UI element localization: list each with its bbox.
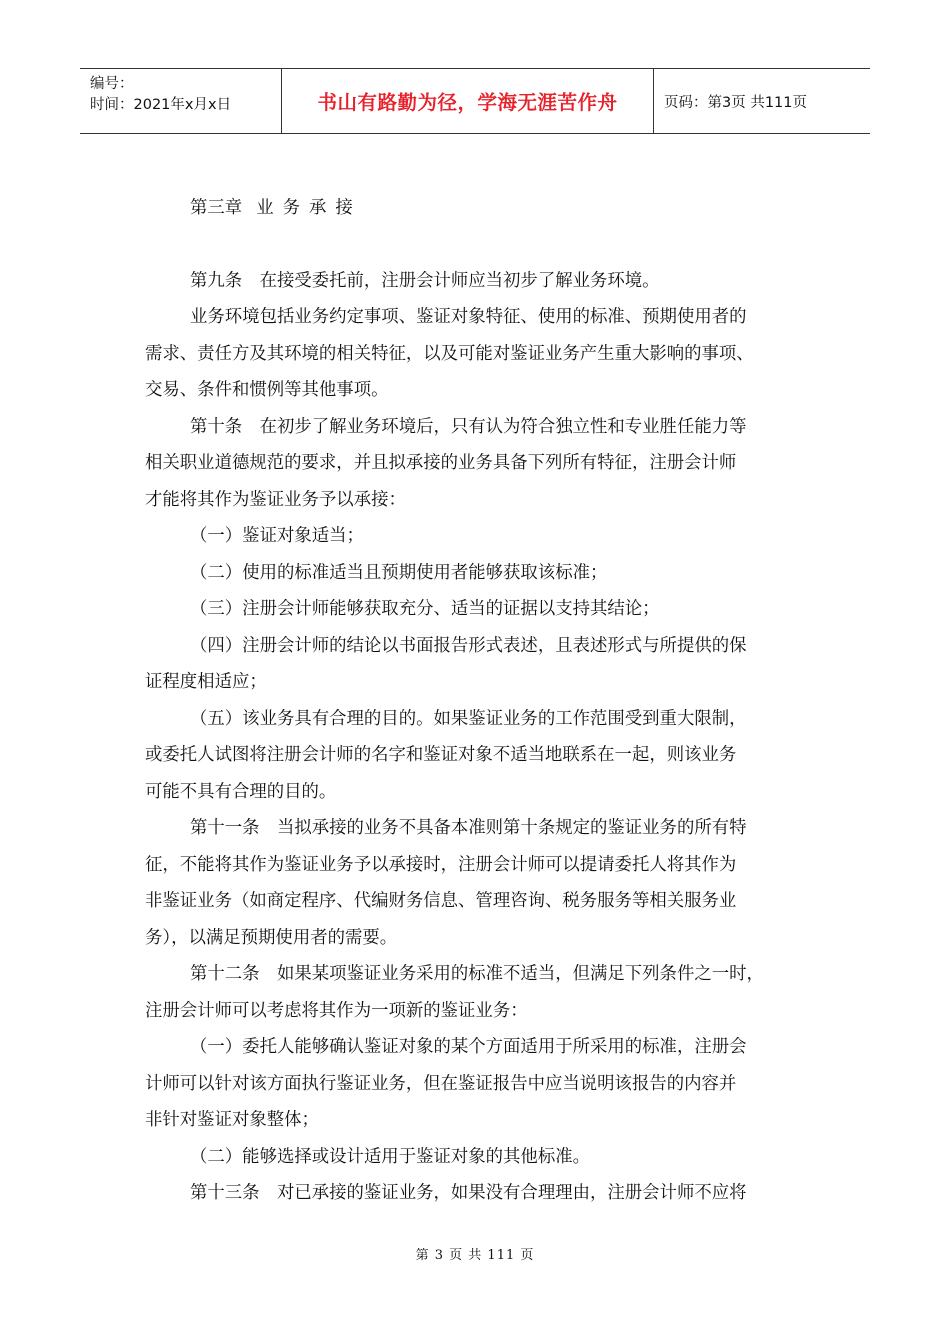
text-line: 证程度相适应； [145, 672, 267, 692]
text-line: 务），以满足预期使用者的需要。 [145, 927, 398, 948]
text-line: 或委托人试图将注册会计师的名字和鉴证对象不适当地联系在一起，则该业务 [145, 745, 737, 765]
chapter-spacer [145, 227, 810, 263]
document-body [145, 190, 810, 1212]
text-line: 交易、条件和惯例等其他事项。 [145, 380, 389, 400]
text-line: 计师可以针对该方面执行鉴证业务，但在鉴证报告中应当说明该报告的内容并 [145, 1073, 737, 1094]
text-line: 第十条 在初步了解业务环境后，只有认为符合独立性和专业胜任能力等 [190, 416, 747, 437]
text-line: 第十三条 对已承接的鉴证业务，如果没有合理理由，注册会计师不应将 [190, 1183, 747, 1203]
text-line: （二）使用的标准适当且预期使用者能够获取该标准； [190, 562, 608, 583]
text-line: （二）能够选择或设计适用于鉴证对象的其他标准。 [190, 1146, 590, 1167]
text-line: 第十二条 如果某项鉴证业务采用的标准不适当，但满足下列条件之一时， [190, 964, 764, 984]
text-line: 第九条 在接受委托前，注册会计师应当初步了解业务环境。 [190, 270, 660, 291]
article-text [145, 263, 810, 1212]
text-line: 可能不具有合理的目的。 [145, 781, 337, 802]
text-line: 需求、责任方及其环境的相关特征，以及可能对鉴证业务产生重大影响的事项、 [145, 343, 754, 364]
text-line: （一）鉴证对象适当； [190, 526, 364, 546]
text-line: （五）该业务具有合理的目的。如果鉴证业务的工作范围受到重大限制， [190, 708, 747, 729]
chapter-heading [145, 190, 810, 227]
text-line: 业务环境包括业务约定事项、鉴证对象特征、使用的标准、预期使用者的 [190, 307, 747, 327]
document-number-label: 编号： [90, 76, 134, 92]
text-line: 征，不能将其作为鉴证业务予以承接时，注册会计师可以提请委托人将其作为 [145, 854, 737, 875]
text-line: （四）注册会计师的结论以书面报告形式表述，且表述形式与所提供的保 [190, 635, 747, 656]
document-time: 时间：2021年x月x日 [90, 97, 232, 113]
text-line: 第十一条 当拟承接的业务不具备本准则第十条规定的鉴证业务的所有特 [190, 818, 747, 838]
text-line: 非鉴证业务（如商定程序、代编财务信息、管理咨询、税务服务等相关服务业 [145, 891, 737, 911]
header-meta [80, 69, 282, 133]
text-line: （三）注册会计师能够获取充分、适当的证据以支持其结论； [190, 599, 660, 619]
chapter-title: 业务承接 [256, 198, 362, 218]
text-line: 注册会计师可以考虑将其作为一项新的鉴证业务： [145, 1000, 528, 1021]
text-line: 相关职业道德规范的要求，并且拟承接的业务具备下列所有特征，注册会计师 [145, 453, 737, 473]
page-header [80, 68, 870, 134]
text-line: 非针对鉴证对象整体； [145, 1110, 319, 1130]
chapter-number: 第三章 [190, 198, 243, 218]
header-page-code: 页码：第3页 共111页 [664, 94, 808, 111]
header-motto: 书山有路勤为径，学海无涯苦作舟 [282, 69, 654, 133]
text-line: 才能将其作为鉴证业务予以承接： [145, 489, 406, 510]
text-line: （一）委托人能够确认鉴证对象的某个方面适用于所采用的标准，注册会 [190, 1037, 747, 1057]
page-footer: 第 3 页 共 111 页 [415, 1248, 535, 1263]
